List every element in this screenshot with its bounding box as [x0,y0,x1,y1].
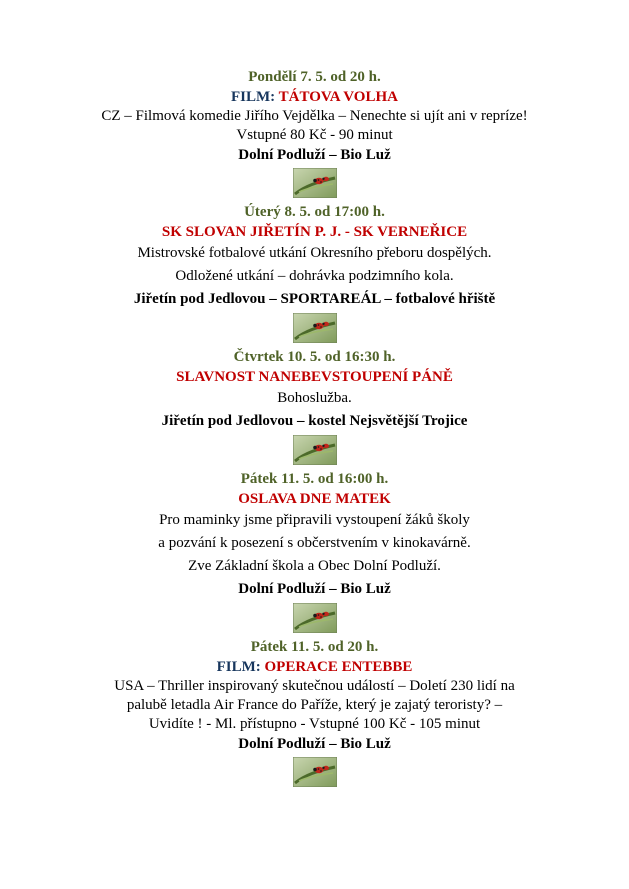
event-date: Pátek 11. 5. od 20 h. [250,639,379,655]
event-date: Pondělí 7. 5. od 20 h. [248,69,381,85]
event-date: Čtvrtek 10. 5. od 16:30 h. [233,349,396,365]
event-description-line: Zve Základní škola a Obec Dolní Podluží. [188,558,441,574]
event-title-name: TÁTOVA VOLHA [278,89,398,105]
event-title-prefix: FILM: [216,659,265,675]
event-description-line: Bohoslužba. [277,390,352,406]
event-venue: Dolní Podluží – Bio Luž [238,581,391,597]
event-description-line: Odložené utkání – dohrávka podzimního kola. [175,268,454,284]
event-venue: Dolní Podluží – Bio Luž [238,736,391,752]
event-venue: Jiřetín pod Jedlovou – kostel Nejsvětější Trojice [161,413,468,429]
event-title-name: OPERACE ENTEBBE [264,659,413,675]
event-1 [0,68,629,198]
event-4 [0,470,629,633]
event-title-prefix: FILM: [231,89,279,105]
event-title: SLAVNOST NANEBEVSTOUPENÍ PÁNĚ [176,369,453,385]
event-description-line: Mistrovské fotbalové utkání Okresního přeboru dospělých. [137,245,492,261]
event-description-line: palubě letadla Air France do Paříže, který je zajatý teroristy? – [126,697,503,713]
event-date: Pátek 11. 5. od 16:00 h. [240,471,389,487]
event-description-line: USA – Thriller inspirovaný skutečnou událostí – Doletí 230 lidí na [114,678,515,694]
event-description-line: Vstupné 80 Kč - 90 minut [236,127,393,143]
ladybug-on-leaf-icon [293,603,337,633]
event-description-line: Uvidíte ! - Ml. přístupno - Vstupné 100 Kč - 105 minut [148,716,481,732]
event-date: Úterý 8. 5. od 17:00 h. [244,204,385,220]
event-title: SK SLOVAN JIŘETÍN P. J. - SK VERNEŘICE [161,224,468,240]
event-venue: Jiřetín pod Jedlovou – SPORTAREÁL – fotbalové hřiště [133,291,496,307]
ladybug-on-leaf-icon [293,757,337,787]
event-title: OSLAVA DNE MATEK [238,491,391,507]
event-2 [0,203,629,343]
event-title [0,657,629,677]
event-description-line: Pro maminky jsme připravili vystoupení žáků školy [159,512,470,528]
event-description-line: CZ – Filmová komedie Jiřího Vejdělka – Nenechte si ujít ani v repríze! [101,108,528,124]
events-list [0,68,629,787]
event-description-line: a pozvání k posezení s občerstvením v kinokavárně. [158,535,471,551]
event-venue: Dolní Podluží – Bio Luž [238,147,391,163]
ladybug-on-leaf-icon [293,168,337,198]
ladybug-on-leaf-icon [293,313,337,343]
event-5 [0,638,629,787]
ladybug-on-leaf-icon [293,435,337,465]
event-title [0,87,629,107]
event-3 [0,348,629,465]
